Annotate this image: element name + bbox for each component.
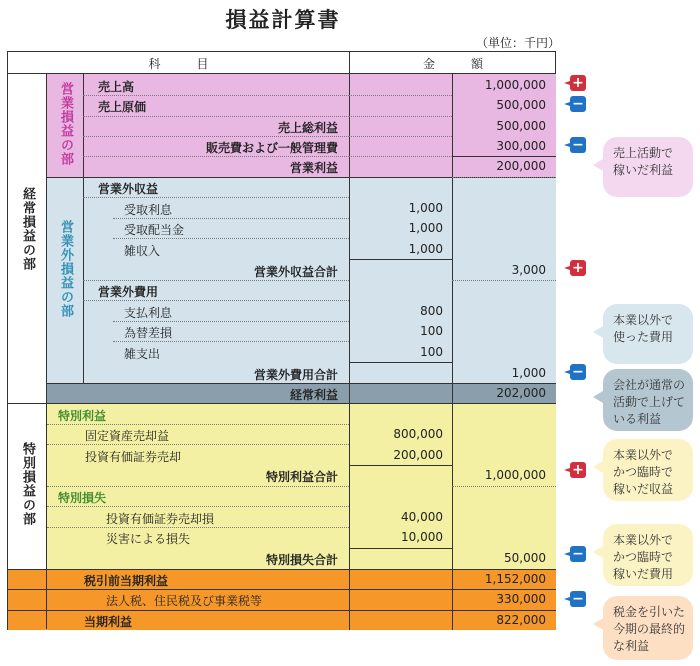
row-non-op-income-title: 営業外収益	[98, 182, 159, 196]
plus-icon: +	[570, 75, 586, 91]
row-sga-amount: 300,000	[496, 139, 546, 153]
row-misc-income-label: 雑収入	[124, 244, 161, 258]
unit-label: （単位：千円）	[475, 36, 560, 50]
row-fixed-asset-gain-amount: 800,000	[393, 427, 443, 441]
note-special-gain: 本業以外で かつ臨時で 稼いだ収益	[603, 439, 693, 501]
row-interest-income-amount: 1,000	[408, 201, 443, 215]
row-disaster-loss-amount: 10,000	[401, 530, 443, 544]
note-ordinary-profit: 会社が通常の 活動で上げて いる利益	[603, 369, 693, 431]
row-fx-loss-amount: 100	[420, 324, 443, 338]
page-title: 損益計算書	[225, 8, 341, 32]
row-non-op-expense-total-label: 営業外費用合計	[253, 368, 338, 382]
minus-icon: −	[570, 591, 586, 607]
minus-icon: −	[570, 546, 586, 562]
row-operating-profit-amount: 200,000	[496, 159, 546, 173]
row-interest-expense-label: 支払利息	[124, 306, 173, 320]
row-interest-expense-amount: 800	[420, 304, 443, 318]
note-non-op-expense: 本業以外で 使った費用	[603, 304, 693, 364]
row-taxes-label: 法人税、住民税及び事業税等	[106, 594, 263, 608]
ordinary-section-label: 経常損益の部	[20, 187, 35, 271]
row-non-op-income-total-amount: 3,000	[511, 263, 546, 277]
row-ordinary-profit-label: 経常利益	[289, 388, 338, 402]
row-securities-gain-label: 投資有価証券売却	[85, 450, 182, 464]
row-misc-income-amount: 1,000	[408, 242, 443, 256]
row-pretax-income-label: 税引前当期利益	[84, 574, 169, 588]
note-operating-profit: 売上活動で 稼いだ利益	[603, 137, 693, 197]
income-statement-table	[7, 51, 556, 630]
row-operating-profit-label: 営業利益	[289, 161, 338, 175]
plus-icon: +	[570, 260, 586, 276]
row-special-loss-total-label: 特別損失合計	[265, 553, 338, 567]
plus-icon: +	[570, 462, 586, 478]
row-securities-loss-amount: 40,000	[401, 510, 443, 524]
row-fixed-asset-gain-label: 固定資産売却益	[85, 429, 170, 443]
row-gross-profit-label: 売上総利益	[277, 121, 338, 135]
row-special-gain-title: 特別利益	[58, 409, 107, 423]
row-non-op-expense-total-amount: 1,000	[511, 366, 546, 380]
row-cogs-label: 売上原価	[98, 100, 147, 114]
note-special-loss: 本業以外で かつ臨時で 稼いだ費用	[603, 524, 693, 586]
row-securities-gain-amount: 200,000	[393, 448, 443, 462]
row-gross-profit-amount: 500,000	[496, 119, 546, 133]
row-dividend-income-label: 受取配当金	[124, 223, 185, 237]
non-operating-section-label: 営業外損益の部	[58, 220, 73, 318]
minus-icon: −	[570, 364, 586, 380]
row-misc-expense-label: 雑支出	[124, 347, 161, 361]
row-cogs-amount: 500,000	[496, 98, 546, 112]
row-special-loss-total-amount: 50,000	[504, 551, 546, 565]
row-disaster-loss-label: 災害による損失	[106, 532, 191, 546]
row-non-op-expense-title: 営業外費用	[98, 285, 159, 299]
row-taxes-amount: 330,000	[496, 592, 546, 606]
note-net-income: 税金を引いた 今期の最終的 な利益	[603, 596, 693, 660]
minus-icon: −	[570, 137, 586, 153]
row-net-income-amount: 822,000	[496, 613, 546, 627]
row-net-income-label: 当期利益	[84, 615, 133, 629]
amount-header: 金 額	[422, 57, 483, 71]
special-section-label: 特別損益の部	[20, 442, 35, 526]
row-sales-label: 売上高	[98, 80, 135, 94]
row-special-loss-title: 特別損失	[58, 491, 107, 505]
row-sga-label: 販売費および一般管理費	[205, 141, 338, 155]
operating-section-label: 営業損益の部	[58, 82, 73, 166]
row-non-op-income-total-label: 営業外収益合計	[253, 265, 338, 279]
row-sales-amount: 1,000,000	[484, 78, 546, 92]
row-dividend-income-amount: 1,000	[408, 221, 443, 235]
row-interest-income-label: 受取利息	[124, 203, 173, 217]
minus-icon: −	[570, 96, 586, 112]
row-misc-expense-amount: 100	[420, 345, 443, 359]
row-ordinary-profit-amount: 202,000	[496, 386, 546, 400]
row-special-gain-total-label: 特別利益合計	[265, 470, 338, 484]
row-special-gain-total-amount: 1,000,000	[484, 468, 546, 482]
row-securities-loss-label: 投資有価証券売却損	[106, 512, 215, 526]
row-pretax-income-amount: 1,152,000	[484, 572, 546, 586]
subject-header: 科 目	[148, 57, 209, 71]
row-fx-loss-label: 為替差損	[124, 326, 173, 340]
